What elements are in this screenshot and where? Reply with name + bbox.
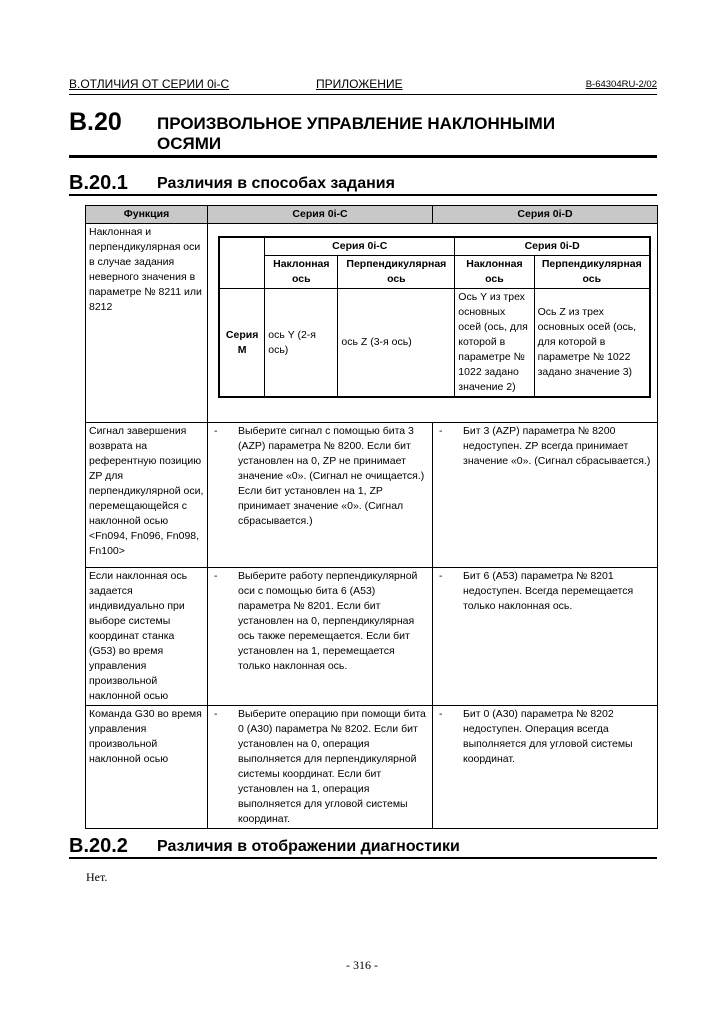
inner-c-perp: ось Z (3-я ось) (338, 289, 455, 398)
subsection-rule-1 (69, 194, 657, 196)
cell-0ic (208, 706, 433, 829)
cell-text: Выберите работу перпендикулярной оси с помощью бита 6 (A53) параметра № 8201. Если бит установлен на 0, перпендикулярная ось также перемещается. Если бит установлен на 1, перемещается только наклонная ось. (238, 570, 418, 672)
bullet-dash: - (214, 708, 218, 720)
function-cell: Наклонная и перпендикулярная оси в случае задания неверного значения в параметре № 8211 или 8212 (86, 224, 208, 423)
inner-header-perp-d: Перпендикулярная ось (534, 256, 650, 289)
subsection-number-1: B.20.1 (69, 172, 128, 194)
inner-header-incl-d: Наклонная ось (455, 256, 534, 289)
subsection-rule-2 (69, 857, 657, 859)
function-cell: Команда G30 во время управления произвольной наклонной осью (86, 706, 208, 829)
inner-header-0ic: Серия 0i-C (265, 237, 455, 256)
cell-0id (433, 706, 658, 829)
body-text: Нет. (86, 870, 108, 884)
inner-d-perp: Ось Z из трех основных осей (ось, для которой в параметре № 1022 задано значение 3) (534, 289, 650, 398)
header-doc-number: B-64304RU-2/02 (585, 79, 657, 90)
header-chapter: B.ОТЛИЧИЯ ОТ СЕРИИ 0i-C (69, 77, 230, 91)
inner-c-incl: ось Y (2-я ось) (265, 289, 338, 398)
page-header (69, 77, 657, 93)
bullet-dash: - (439, 425, 443, 437)
section-title (157, 114, 555, 154)
cell-0id (433, 568, 658, 706)
section-title-line2: ОСЯМИ (157, 134, 222, 153)
cell-text: Бит 0 (A30) параметра № 8202 недоступен. Операция всегда выполняется для угловой системы координат. (463, 708, 633, 765)
cell-text: Выберите сигнал с помощью бита 3 (AZP) параметра № 8200. Если бит установлен на 0, ZP не принимает значение «0». (Сигнал не очищается.) Если бит установлен на 1, ZP принимает значение «0». (Сигнал сбрасывается.) (238, 425, 425, 527)
section-title-line1: ПРОИЗВОЛЬНОЕ УПРАВЛЕНИЕ НАКЛОННЫМИ (157, 114, 556, 133)
cell-0ic (208, 423, 433, 568)
table-row (86, 423, 658, 568)
series-m-label: Серия M (219, 289, 265, 398)
inner-subheader-row (219, 256, 650, 289)
inner-corner (219, 237, 265, 289)
bullet-dash: - (214, 425, 218, 437)
bullet-dash: - (439, 708, 443, 720)
section-rule (69, 155, 657, 158)
subsection-title-1: Различия в способах задания (157, 175, 395, 192)
table-header-row (86, 206, 658, 224)
bullet-dash: - (439, 570, 443, 582)
inner-d-incl: Ось Y из трех основных осей (ось, для которой в параметре № 1022 задано значение 2) (455, 289, 534, 398)
inner-header-row (219, 237, 650, 256)
col-header-function: Функция (86, 206, 208, 224)
cell-text: Выберите операцию при помощи бита 0 (A30) параметра № 8202. Если бит установлен на 0, операция выполняется для перпендикулярной системы координат. Если бит установлен на 1, операция выполняется для угловой системы координат. (238, 708, 426, 825)
cell-0ic (208, 568, 433, 706)
cell-0id (433, 423, 658, 568)
page-number: - 316 - (346, 958, 378, 972)
table-row (86, 224, 658, 423)
cell-text: Бит 3 (AZP) параметра № 8200 недоступен. ZP всегда принимает значение «0». (Сигнал сбрасывается.) (463, 425, 651, 467)
inner-table-cell (208, 224, 658, 423)
inner-header-perp-c: Перпендикулярная ось (338, 256, 455, 289)
function-cell: Сигнал завершения возврата на референтную позицию ZP для перпендикулярной оси, перемещающейся с наклонной осью <Fn094, Fn096, Fn098, Fn100> (86, 423, 208, 568)
inner-header-incl-c: Наклонная ось (265, 256, 338, 289)
subsection-title-2: Различия в отображении диагностики (157, 838, 460, 855)
inner-data-row (219, 289, 650, 398)
inner-header-0id: Серия 0i-D (455, 237, 650, 256)
function-cell: Если наклонная ось задается индивидуально при выборе системы координат станка (G53) во время управления произвольной наклонной осью (86, 568, 208, 706)
axis-comparison-table (218, 236, 651, 398)
section-number: B.20 (69, 108, 122, 136)
bullet-dash: - (214, 570, 218, 582)
header-appendix: ПРИЛОЖЕНИЕ (316, 77, 403, 91)
cell-text: Бит 6 (A53) параметра № 8201 недоступен. Всегда перемещается только наклонная ось. (463, 570, 634, 612)
differences-table (85, 205, 658, 829)
table-row (86, 568, 658, 706)
subsection-number-2: B.20.2 (69, 835, 128, 857)
header-rule (69, 94, 657, 95)
table-row (86, 706, 658, 829)
col-header-0id: Серия 0i-D (433, 206, 658, 224)
col-header-0ic: Серия 0i-C (208, 206, 433, 224)
